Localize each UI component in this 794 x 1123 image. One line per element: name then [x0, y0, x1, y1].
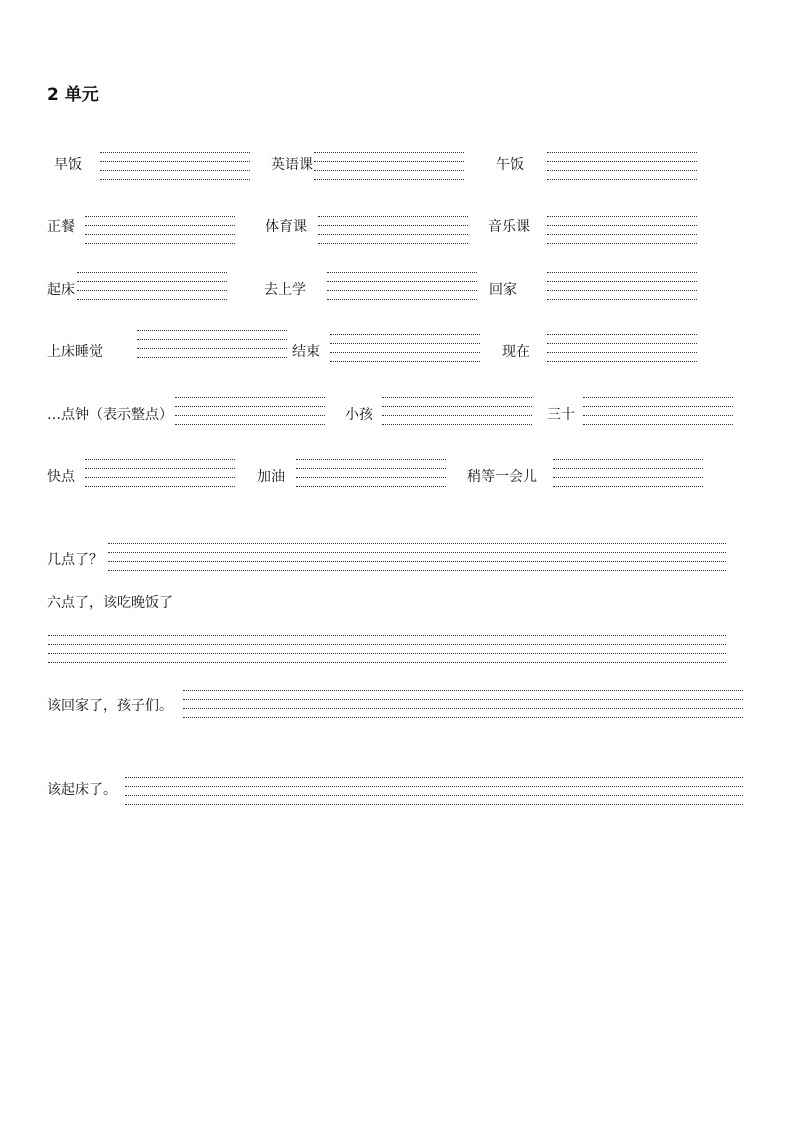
writing-lines[interactable]	[327, 272, 477, 300]
writing-lines[interactable]	[108, 543, 726, 571]
sentence-label: 几点了？	[47, 552, 103, 568]
writing-lines[interactable]	[85, 216, 235, 244]
writing-lines[interactable]	[553, 459, 703, 487]
writing-lines[interactable]	[318, 216, 468, 244]
writing-lines[interactable]	[175, 397, 325, 425]
writing-lines[interactable]	[547, 152, 697, 180]
vocab-label: 稍等一会儿	[467, 469, 537, 485]
vocab-label: 现在	[502, 344, 530, 360]
writing-lines[interactable]	[296, 459, 446, 487]
vocab-label: 回家	[489, 282, 517, 298]
writing-lines[interactable]	[547, 334, 697, 362]
unit-title: 2 单元	[47, 85, 99, 105]
writing-lines[interactable]	[100, 152, 250, 180]
vocab-label: 起床	[47, 282, 75, 298]
writing-lines[interactable]	[137, 330, 287, 358]
writing-lines[interactable]	[183, 690, 743, 718]
vocab-label: 快点	[47, 469, 75, 485]
vocab-label: 上床睡觉	[47, 344, 103, 360]
writing-lines[interactable]	[330, 334, 480, 362]
writing-lines[interactable]	[314, 152, 464, 180]
vocab-label: 体育课	[265, 219, 307, 235]
vocab-label: 音乐课	[488, 219, 530, 235]
sentence-label: 该起床了。	[47, 782, 117, 798]
vocab-label: 小孩	[345, 407, 373, 423]
vocab-label: 去上学	[264, 282, 306, 298]
writing-lines[interactable]	[547, 216, 697, 244]
vocab-label: 早饭	[54, 157, 82, 173]
vocab-label: 正餐	[47, 219, 75, 235]
sentence-label: 六点了，该吃晚饭了	[47, 595, 173, 611]
vocab-label: 结束	[292, 344, 320, 360]
writing-lines[interactable]	[85, 459, 235, 487]
writing-lines[interactable]	[125, 777, 743, 805]
vocab-label: 三十	[547, 407, 575, 423]
writing-lines[interactable]	[547, 272, 697, 300]
writing-lines[interactable]	[583, 397, 733, 425]
writing-lines[interactable]	[48, 635, 726, 663]
vocab-label: 英语课	[271, 157, 313, 173]
writing-lines[interactable]	[382, 397, 532, 425]
vocab-label: 加油	[257, 469, 285, 485]
writing-lines[interactable]	[77, 272, 227, 300]
vocab-label: 午饭	[496, 157, 524, 173]
sentence-label: 该回家了，孩子们。	[47, 698, 173, 714]
vocab-label: …点钟（表示整点）	[47, 407, 173, 423]
